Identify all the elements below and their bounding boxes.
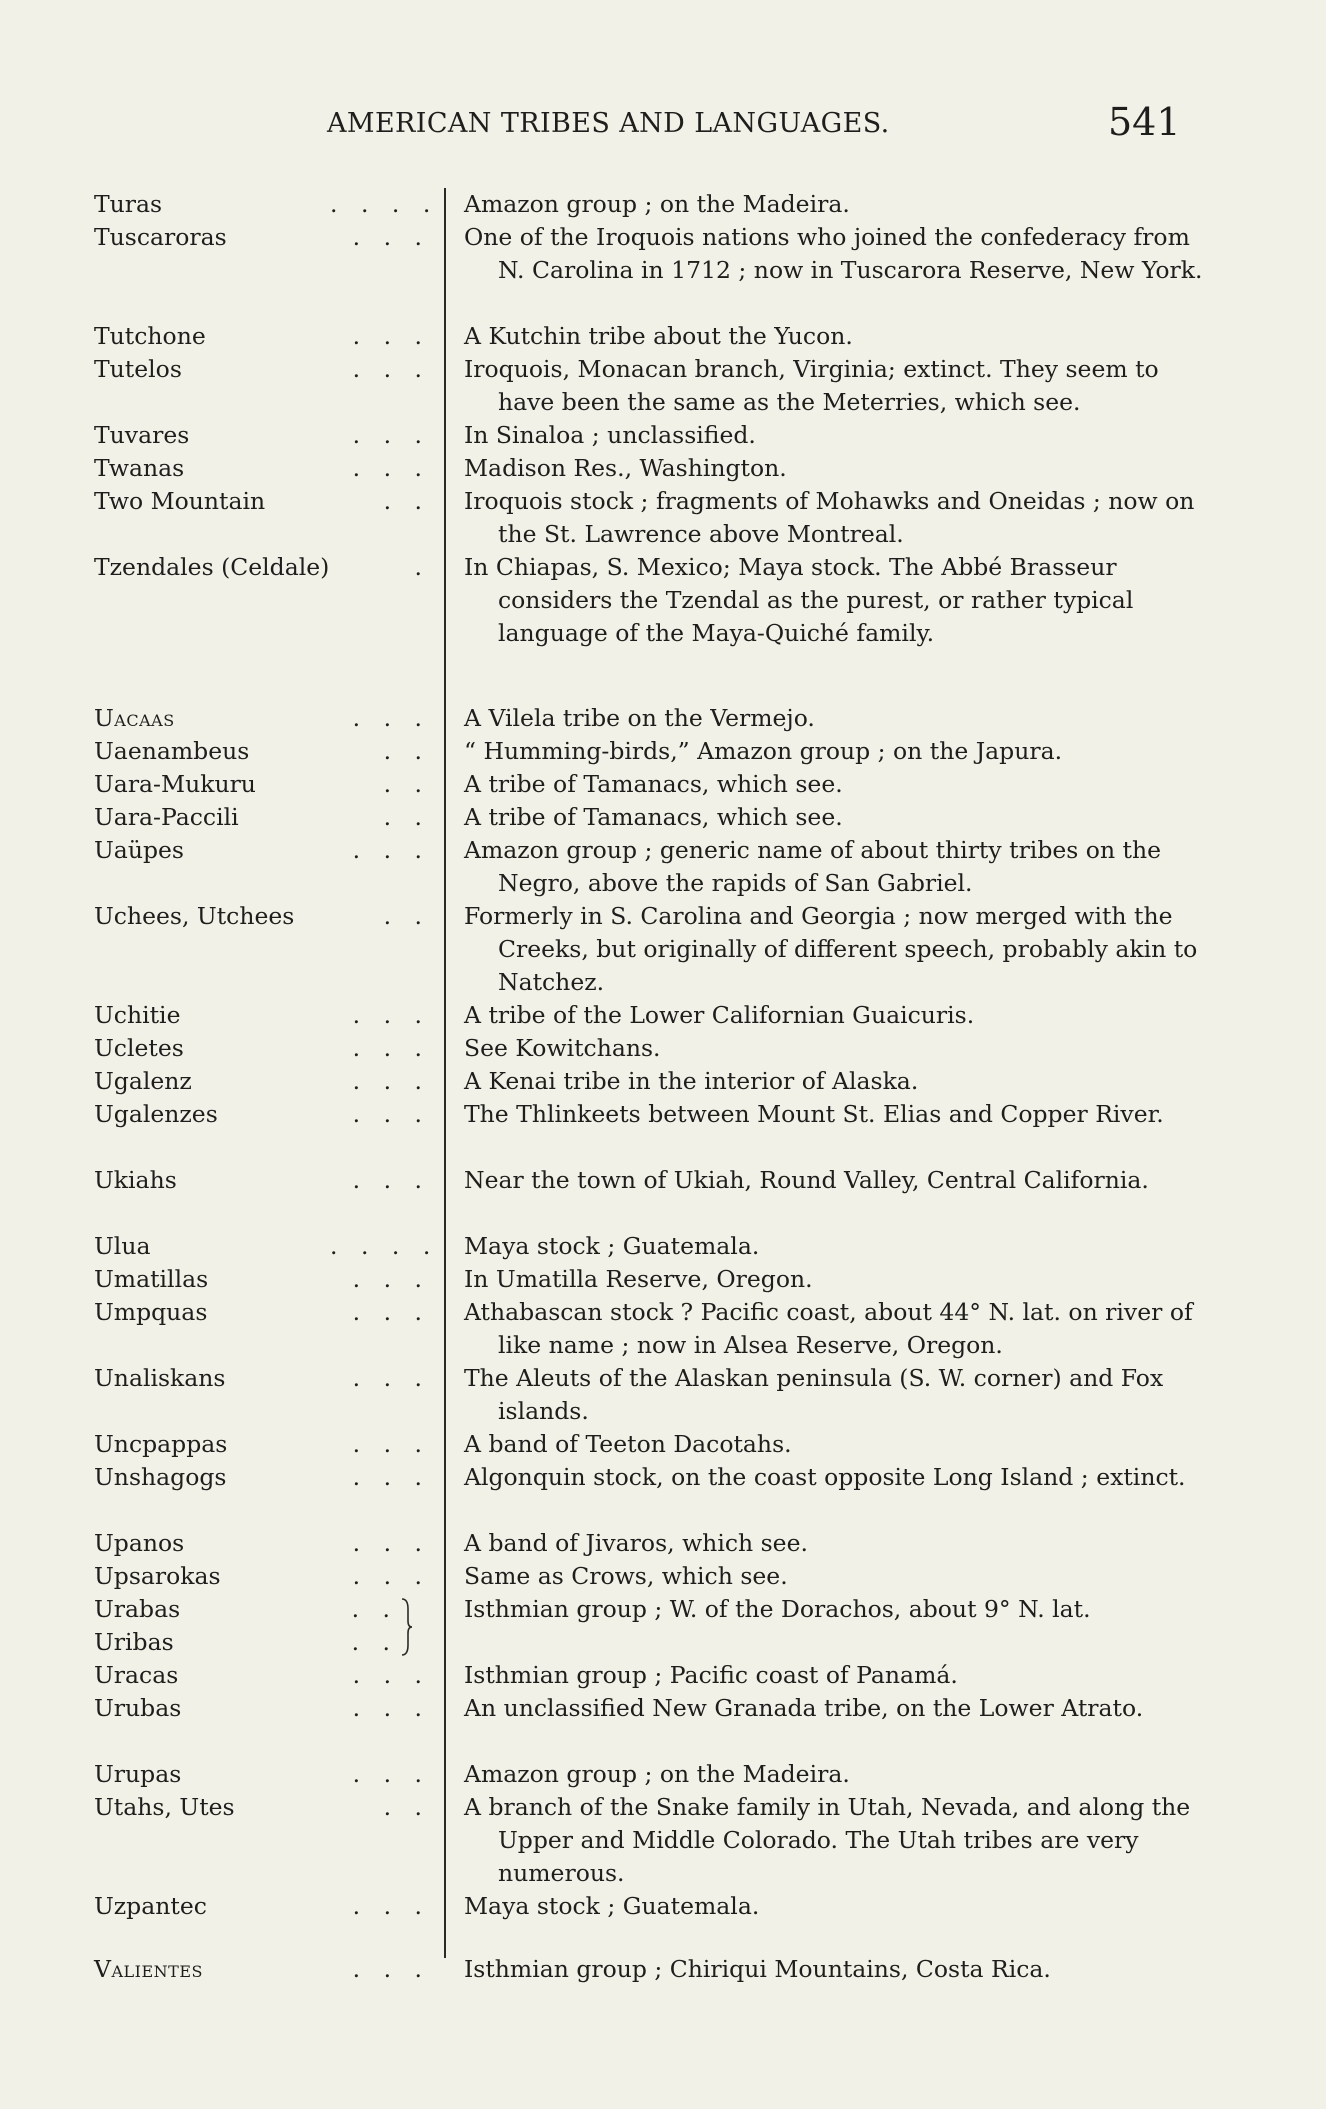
- entry: [0, 1791, 1326, 1890]
- entry-description: A Kenai tribe in the interior of Alaska.: [464, 1067, 919, 1095]
- entry-description: A branch of the Snake family in Utah, Nevada, and along the Upper and Middle Colorado. The Utah tribes are very numerous.: [464, 1793, 1191, 1887]
- entry-description: Iroquois stock ; fragments of Mohawks and Oneidas ; now on the St. Lawrence above Montreal.: [464, 487, 1195, 548]
- entry-name: Uaenambeus: [94, 737, 250, 765]
- entry-name: Tuvares: [94, 421, 190, 449]
- entry-description: A tribe of Tamanacs, which see.: [464, 770, 843, 798]
- entry-name: Uara-Mukuru: [94, 770, 256, 798]
- running-title: AMERICAN TRIBES AND LANGUAGES.: [327, 108, 890, 139]
- entry: [0, 1362, 1326, 1428]
- entry: [0, 1527, 1326, 1560]
- entry-description: An unclassified New Granada tribe, on the Lower Atrato.: [464, 1694, 1144, 1722]
- entry-name: Uribas: [94, 1628, 174, 1656]
- entry: [0, 221, 1326, 320]
- leader-dots: . . . .: [330, 1232, 439, 1260]
- entries-list: [0, 188, 1326, 1986]
- leader-dots: . . .: [352, 322, 430, 350]
- leader-dots: . . .: [352, 1166, 430, 1194]
- leader-dots: . . .: [352, 1100, 430, 1128]
- entry-description: Iroquois, Monacan branch, Virginia; extinct. They seem to have been the same as the Meterries, which see.: [464, 355, 1159, 416]
- leader-dots: . . .: [352, 1955, 430, 1983]
- entry: [0, 452, 1326, 485]
- entry-description: Formerly in S. Carolina and Georgia ; now merged with the Creeks, but originally of different speech, probably akin to Natchez.: [464, 902, 1198, 996]
- leader-dots: . . .: [352, 1265, 430, 1293]
- leader-dots: . . .: [352, 704, 430, 732]
- entry-name: Tuscaroras: [94, 223, 227, 251]
- entry: [0, 551, 1326, 650]
- entry-description: A Kutchin tribe about the Yucon.: [464, 322, 853, 350]
- entry-description: One of the Iroquois nations who joined the confederacy from N. Carolina in 1712 ; now in Tuscarora Reserve, New York.: [464, 223, 1203, 284]
- entry-name-smallcaps: Valientes: [94, 1955, 203, 1983]
- entry-name: Uchees, Utchees: [94, 902, 295, 930]
- leader-dots: . . . .: [330, 190, 439, 218]
- entry-name: Unaliskans: [94, 1364, 226, 1392]
- entry-name: Utahs, Utes: [94, 1793, 235, 1821]
- entry: [0, 834, 1326, 900]
- entry-description: Near the town of Ukiah, Round Valley, Central California.: [464, 1166, 1149, 1194]
- entry: [0, 999, 1326, 1032]
- entry-name: Urabas: [94, 1595, 181, 1623]
- entry-name: Ugalenz: [94, 1067, 192, 1095]
- entry-description: In Umatilla Reserve, Oregon.: [464, 1265, 813, 1293]
- entry: [0, 1428, 1326, 1461]
- entry-name: Tutchone: [94, 322, 206, 350]
- entry: [0, 735, 1326, 768]
- entry-description: Amazon group ; generic name of about thirty tribes on the Negro, above the rapids of San Gabriel.: [464, 836, 1162, 897]
- leader-dots: . .: [383, 737, 430, 765]
- entry: [0, 1296, 1326, 1362]
- entry-name: Unshagogs: [94, 1463, 227, 1491]
- entry-description: Isthmian group ; W. of the Dorachos, about 9° N. lat.: [464, 1595, 1091, 1623]
- leader-dots: . . .: [352, 1529, 430, 1557]
- entry-description: Maya stock ; Guatemala.: [464, 1892, 760, 1920]
- entry-name: Ugalenzes: [94, 1100, 218, 1128]
- leader-dots: . . .: [352, 836, 430, 864]
- leader-dots: . .: [351, 1595, 398, 1623]
- entry-name: Uara-Paccili: [94, 803, 239, 831]
- leader-dots: . . .: [352, 1694, 430, 1722]
- entry: [0, 900, 1326, 999]
- entry-name: Urupas: [94, 1760, 182, 1788]
- leader-dots: . .: [383, 1793, 430, 1821]
- entry: [0, 1164, 1326, 1230]
- leader-dots: . . .: [352, 1430, 430, 1458]
- leader-dots: . .: [383, 902, 430, 930]
- entry: [0, 485, 1326, 551]
- entry-description: Maya stock ; Guatemala.: [464, 1232, 760, 1260]
- entry: [0, 419, 1326, 452]
- leader-dots: . . .: [352, 454, 430, 482]
- leader-dots: . .: [383, 803, 430, 831]
- leader-dots: . .: [383, 770, 430, 798]
- entry-description: “ Humming-birds,” Amazon group ; on the Japura.: [464, 737, 1063, 765]
- entry-description: In Sinaloa ; unclassified.: [464, 421, 756, 449]
- entry-description: The Aleuts of the Alaskan peninsula (S. W. corner) and Fox islands.: [464, 1364, 1164, 1425]
- page-header: [0, 100, 1326, 150]
- entry-description: A Vilela tribe on the Vermejo.: [464, 704, 815, 732]
- leader-dots: .: [414, 553, 430, 581]
- entry-name: Uracas: [94, 1661, 179, 1689]
- entry: [0, 702, 1326, 735]
- entry-description: Algonquin stock, on the coast opposite Long Island ; extinct.: [464, 1463, 1186, 1491]
- leader-dots: . . .: [352, 1001, 430, 1029]
- entry-description: Same as Crows, which see.: [464, 1562, 788, 1590]
- leader-dots: . . .: [352, 1067, 430, 1095]
- entry: [0, 1758, 1326, 1791]
- leader-dots: . .: [383, 487, 430, 515]
- page-number: 541: [1108, 100, 1181, 144]
- leader-dots: . . .: [352, 223, 430, 251]
- brace-icon: [398, 1597, 414, 1657]
- entry-name: Uzpantec: [94, 1892, 207, 1920]
- entry: [0, 1032, 1326, 1065]
- leader-dots: . . .: [352, 1364, 430, 1392]
- entry: [0, 1692, 1326, 1758]
- entry: [0, 1593, 1326, 1659]
- entry-name: Umatillas: [94, 1265, 209, 1293]
- entry-description: In Chiapas, S. Mexico; Maya stock. The Abbé Brasseur considers the Tzendal as the purest, or rather typical language of the Maya-Quiché family.: [464, 553, 1134, 647]
- entry: [0, 1890, 1326, 1923]
- leader-dots: . . .: [352, 1661, 430, 1689]
- entry-name: Turas: [94, 190, 163, 218]
- leader-dots: . .: [351, 1628, 398, 1656]
- entry-description: The Thlinkeets between Mount St. Elias and Copper River.: [464, 1100, 1164, 1128]
- entry: [0, 1098, 1326, 1164]
- entry-description: Isthmian group ; Pacific coast of Panamá.: [464, 1661, 958, 1689]
- leader-dots: . . .: [352, 1562, 430, 1590]
- section-gap: [0, 1923, 1326, 1953]
- leader-dots: . . .: [352, 1463, 430, 1491]
- entry-name-smallcaps: Uacaas: [94, 704, 175, 732]
- entry-description: See Kowitchans.: [464, 1034, 661, 1062]
- entry-description: Amazon group ; on the Madeira.: [464, 1760, 850, 1788]
- entry-name: Urubas: [94, 1694, 182, 1722]
- entry-description: Isthmian group ; Chiriqui Mountains, Costa Rica.: [464, 1955, 1051, 1983]
- entry: [0, 1659, 1326, 1692]
- entry-description: A band of Teeton Dacotahs.: [464, 1430, 792, 1458]
- entry-name: Uaüpes: [94, 836, 184, 864]
- leader-dots: . . .: [352, 1760, 430, 1788]
- entry: [0, 1263, 1326, 1296]
- entry-description: Amazon group ; on the Madeira.: [464, 190, 850, 218]
- leader-dots: . . .: [352, 355, 430, 383]
- entry-description: A tribe of the Lower Californian Guaicuris.: [464, 1001, 975, 1029]
- entry: [0, 353, 1326, 419]
- entry-name: Tutelos: [94, 355, 182, 383]
- leader-dots: . . .: [352, 1298, 430, 1326]
- section-gap: [0, 650, 1326, 702]
- entry-name: Ulua: [94, 1232, 151, 1260]
- entry-name: Ucletes: [94, 1034, 184, 1062]
- entry-name: Two Mountain: [94, 487, 266, 515]
- entry: [0, 188, 1326, 221]
- entry: [0, 1065, 1326, 1098]
- entry-description: Athabascan stock ? Pacific coast, about 44° N. lat. on river of like name ; now in Alsea Reserve, Oregon.: [464, 1298, 1193, 1359]
- leader-dots: . . .: [352, 1034, 430, 1062]
- entry-name: Tzendales (Celdale): [94, 553, 330, 581]
- entry: [0, 1953, 1326, 1986]
- entry-name: Ukiahs: [94, 1166, 177, 1194]
- entry: [0, 1230, 1326, 1263]
- entry-name: Twanas: [94, 454, 185, 482]
- entry-description: A tribe of Tamanacs, which see.: [464, 803, 843, 831]
- entry-name: Upanos: [94, 1529, 185, 1557]
- entry: [0, 320, 1326, 353]
- entry-name: Uncpappas: [94, 1430, 228, 1458]
- entry: [0, 801, 1326, 834]
- leader-dots: . . .: [352, 1892, 430, 1920]
- entry: [0, 1461, 1326, 1527]
- entry-description: Madison Res., Washington.: [464, 454, 787, 482]
- entry-name: Uchitie: [94, 1001, 181, 1029]
- entry-name: Upsarokas: [94, 1562, 221, 1590]
- entry: [0, 1560, 1326, 1593]
- leader-dots: . . .: [352, 421, 430, 449]
- entry-name: Umpquas: [94, 1298, 208, 1326]
- entry-description: A band of Jivaros, which see.: [464, 1529, 808, 1557]
- entry: [0, 768, 1326, 801]
